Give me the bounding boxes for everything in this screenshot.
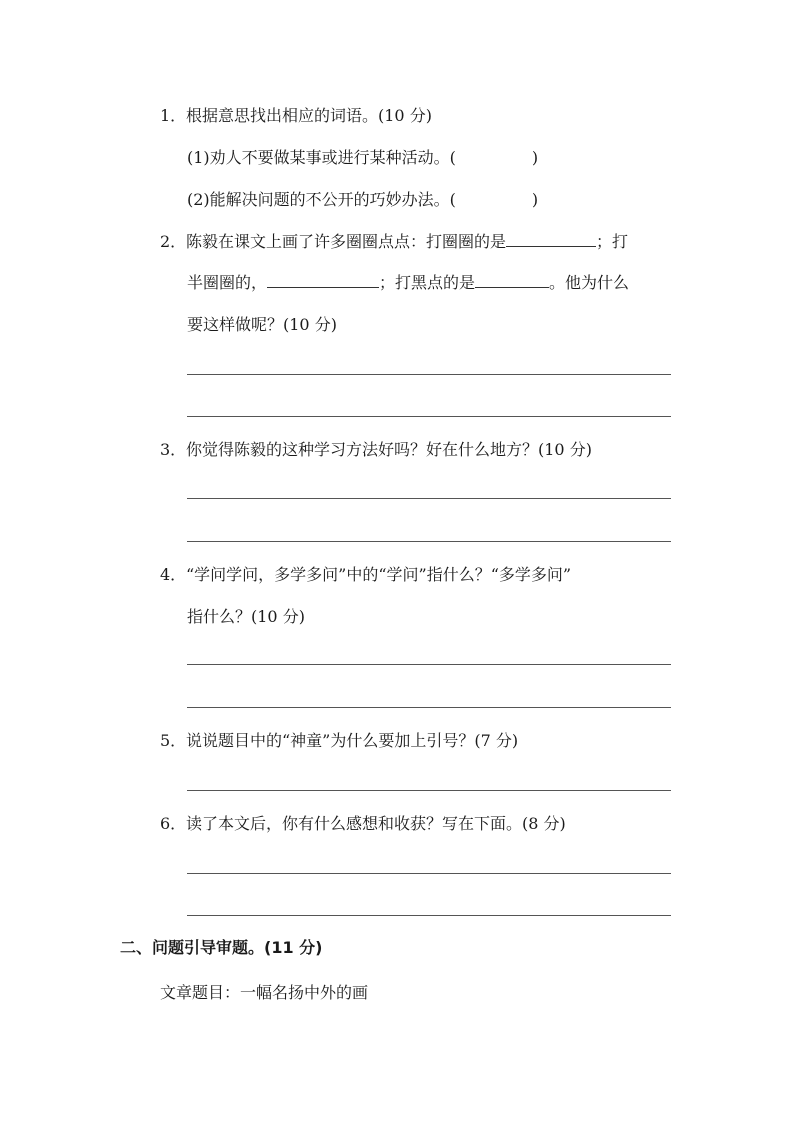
question-2-line-2 <box>187 272 629 294</box>
question-text: 指什么？(10 分) <box>187 607 305 626</box>
question-5 <box>160 730 518 752</box>
fill-blank-2[interactable] <box>267 272 379 288</box>
answer-line[interactable] <box>187 873 671 874</box>
question-number: 3． <box>160 440 187 459</box>
answer-line[interactable] <box>187 416 671 417</box>
question-4-line-2 <box>187 606 305 628</box>
answer-line[interactable] <box>187 374 671 375</box>
item-close: ) <box>531 148 539 167</box>
answer-line[interactable] <box>187 541 671 542</box>
answer-line[interactable] <box>187 664 671 665</box>
fill-blank-1[interactable] <box>506 231 596 247</box>
answer-line[interactable] <box>187 498 671 499</box>
question-6 <box>160 813 566 835</box>
item-text: (2)能解决问题的不公开的巧妙办法。( <box>187 190 456 209</box>
question-3 <box>160 439 592 461</box>
question-text: 你觉得陈毅的这种学习方法好吗？好在什么地方？(10 分) <box>186 440 592 459</box>
question-text: 半圈圈的， <box>187 273 268 292</box>
question-text: 陈毅在课文上画了许多圈圈点点：打圈圈的是 <box>186 232 507 251</box>
question-text: 说说题目中的“神童”为什么要加上引号？(7 分) <box>186 731 519 750</box>
answer-space[interactable] <box>456 190 532 205</box>
question-1-item-2 <box>187 189 538 211</box>
question-1 <box>160 105 432 127</box>
question-4-line-1 <box>160 564 571 586</box>
question-2-line-1 <box>160 231 628 253</box>
answer-line[interactable] <box>187 707 671 708</box>
question-text: 读了本文后，你有什么感想和收获？写在下面。(8 分) <box>186 814 566 833</box>
question-2-line-3 <box>187 314 337 336</box>
question-text: ；打 <box>596 232 629 251</box>
question-text: 。他为什么 <box>549 273 630 292</box>
question-text: “学问学问，多学多问”中的“学问”指什么？“多学多问” <box>186 565 572 584</box>
answer-line[interactable] <box>187 790 671 791</box>
question-text: 要这样做呢？(10 分) <box>187 315 337 334</box>
fill-blank-3[interactable] <box>475 272 549 288</box>
question-number: 5． <box>160 731 187 750</box>
question-number: 4． <box>160 565 187 584</box>
question-text: 根据意思找出相应的词语。(10 分) <box>186 106 432 125</box>
question-number: 1． <box>160 106 187 125</box>
question-1-item-1 <box>187 147 538 169</box>
item-text: (1)劝人不要做某事或进行某种活动。( <box>187 148 456 167</box>
question-text: ；打黑点的是 <box>379 273 476 292</box>
answer-line[interactable] <box>187 915 671 916</box>
section-heading: 二、问题引导审题。(11 分) <box>120 938 323 957</box>
answer-space[interactable] <box>456 148 532 163</box>
item-close: ) <box>531 190 539 209</box>
question-number: 6． <box>160 814 187 833</box>
question-number: 2． <box>160 232 187 251</box>
article-title: 文章题目：一幅名扬中外的画 <box>160 983 369 1002</box>
